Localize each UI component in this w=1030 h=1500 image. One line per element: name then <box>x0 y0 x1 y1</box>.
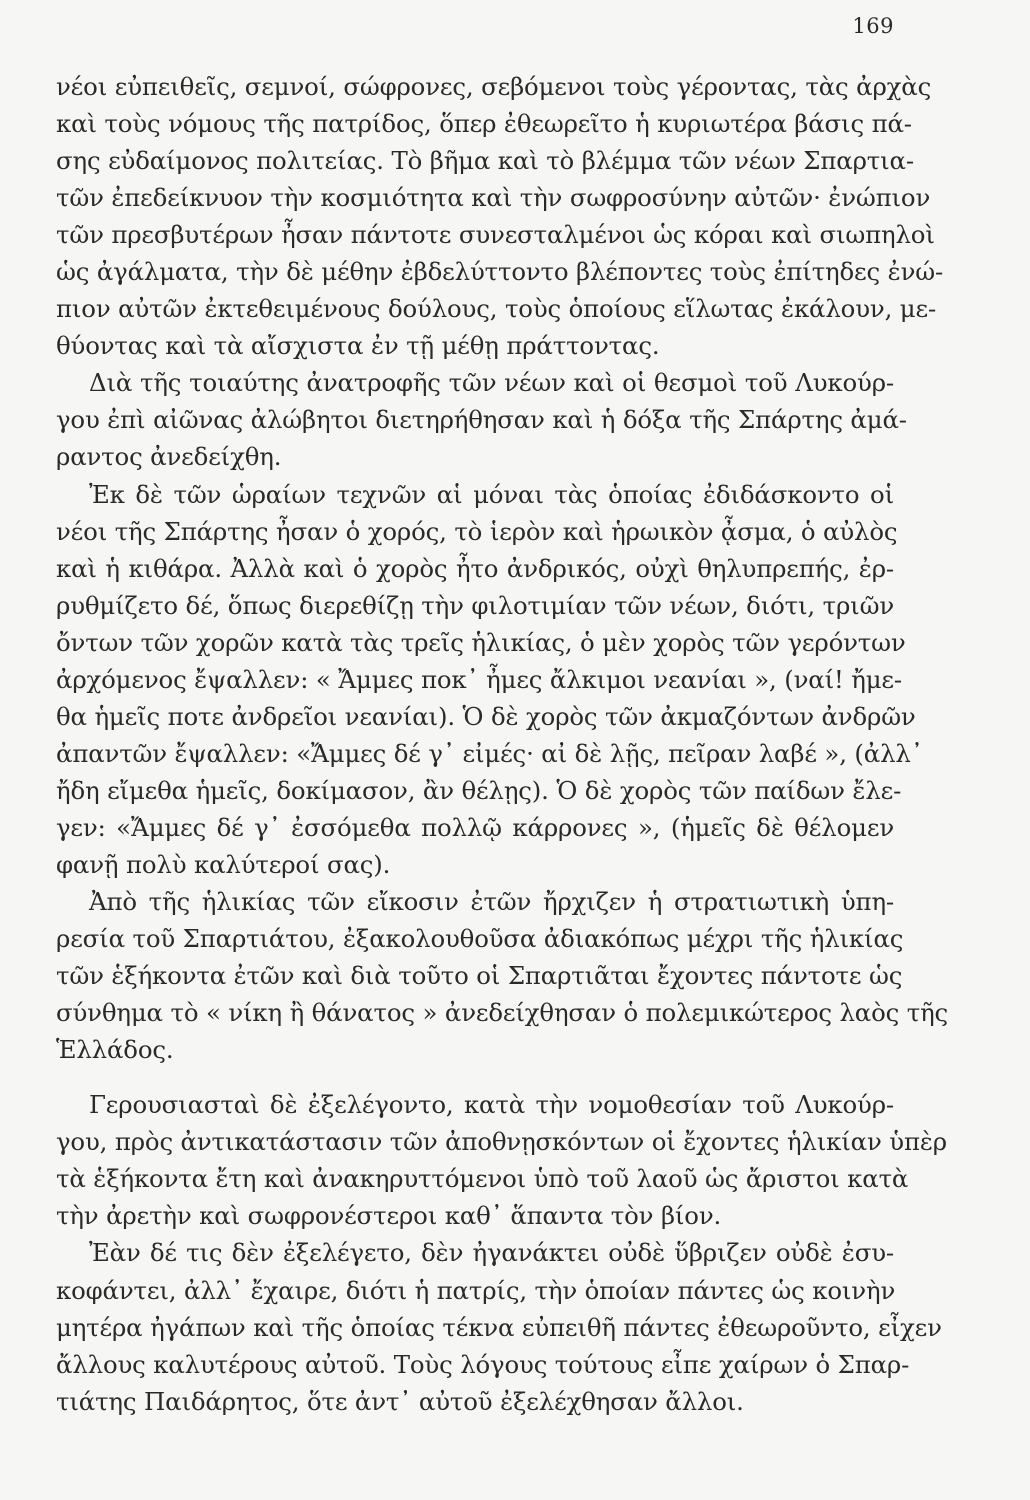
text-line: θα ἡμεῖς ποτε ἀνδρεῖοι νεανίαι). Ὁ δὲ χορὸς τῶν ἀκμαζόντων ἀνδρῶν <box>56 701 916 731</box>
text-line: ἄλλους καλυτέρους αὐτοῦ. Τοὺς λόγους τούτους εἶπε χαίρων ὁ Σπαρ- <box>56 1349 910 1379</box>
text-line: θύοντας καὶ τὰ αἴσχιστα ἐν τῇ μέθῃ πράττοντας. <box>56 331 660 361</box>
text-line: τῶν ἑξήκοντα ἐτῶν καὶ διὰ τοῦτο οἱ Σπαρτιᾶται ἔχοντες πάντοτε ὡς <box>56 961 903 991</box>
text-line: σύνθημα τὸ « νίκη ἢ θάνατος » ἀνεδείχθησαν ὁ πολεμικώτερος λαὸς τῆς <box>56 998 949 1028</box>
text-line: τιάτης Παιδάρητος, ὅτε ἀντ᾿ αὐτοῦ ἐξελέχθησαν ἄλλοι. <box>56 1386 744 1416</box>
text-line: ἀπαντῶν ἔψαλλεν: «Ἄμμες δέ γ᾿ εἰμές· αἰ δὲ λῇς, πεῖραν λαβέ », (ἀλλ᾿ <box>56 738 923 768</box>
text-line: Ἐκ δὲ τῶν ὡραίων τεχνῶν αἱ μόναι τὰς ὁποίας ἐδιδάσκοντο οἱ <box>89 479 894 509</box>
text-line: τῶν πρεσβυτέρων ἦσαν πάντοτε συνεσταλμένοι ὡς κόραι καὶ σιωπηλοὶ <box>56 220 935 250</box>
text-line: γου, πρὸς ἀντικατάστασιν τῶν ἀποθνῃσκόντων οἱ ἔχοντες ἡλικίαν ὑπὲρ <box>56 1127 947 1157</box>
text-line: ραντος ἀνεδείχθη. <box>56 442 282 472</box>
text-line: Ἐὰν δέ τις δὲν ἐξελέγετο, δὲν ἠγανάκτει οὐδὲ ὕβριζεν οὐδὲ ἐσυ- <box>89 1238 894 1268</box>
text-line: γου ἐπὶ αἰῶνας ἀλώβητοι διετηρήθησαν καὶ ἡ δόξα τῆς Σπάρτης ἀμά- <box>56 405 907 435</box>
text-line: Ἑλλάδος. <box>56 1035 174 1065</box>
text-line: Γερουσιασταὶ δὲ ἐξελέγοντο, κατὰ τὴν νομοθεσίαν τοῦ Λυκούρ- <box>89 1090 894 1120</box>
paragraph <box>56 1234 942 1419</box>
text-line: ρυθμίζετο δέ, ὅπως διερεθίζῃ τὴν φιλοτιμίαν τῶν νέων, διότι, τριῶν <box>56 590 894 620</box>
text-line: πιον αὐτῶν ἐκτεθειμένους δούλους, τοὺς ὁποίους εἵλωτας ἐκάλουν, με- <box>56 294 937 324</box>
text-line: μητέρα ἠγάπων καὶ τῆς ὁποίας τέκνα εὐπειθῆ πάντες ἐθεωροῦντο, εἶχεν <box>56 1312 942 1342</box>
text-line: καὶ τοὺς νόμους τῆς πατρίδος, ὅπερ ἐθεωρεῖτο ἡ κυριωτέρα βάσις πά- <box>56 109 912 139</box>
text-line: ἤδη εἴμεθα ἡμεῖς, δοκίμασον, ἂν θέλῃς). Ὁ δὲ χορὸς τῶν παίδων ἔλε- <box>56 775 902 805</box>
text-line: τὰ ἑξήκοντα ἔτη καὶ ἀνακηρυττόμενοι ὑπὸ τοῦ λαοῦ ὡς ἄριστοι κατὰ <box>56 1164 909 1194</box>
text-line: ὄντων τῶν χορῶν κατὰ τὰς τρεῖς ἡλικίας, ὁ μὲν χορὸς τῶν γερόντων <box>56 627 906 657</box>
paragraph <box>56 364 907 475</box>
text-line: ρεσία τοῦ Σπαρτιάτου, ἐξακολουθοῦσα ἀδιακόπως μέχρι τῆς ἡλικίας <box>56 924 904 954</box>
paragraph <box>56 1086 947 1234</box>
text-line: νέοι εὐπειθεῖς, σεμνοί, σώφρονες, σεβόμενοι τοὺς γέροντας, τὰς ἀρχὰς <box>56 72 932 101</box>
text-line: σης εὐδαίμονος πολιτείας. Τὸ βῆμα καὶ τὸ βλέμμα τῶν νέων Σπαρτια- <box>56 146 914 176</box>
text-line: κοφάντει, ἀλλ᾿ ἔχαιρε, διότι ἡ πατρίς, τὴν ὁποίαν πάντες ὡς κοινὴν <box>56 1275 896 1305</box>
text-line: ἀρχόμενος ἔψαλλεν: « Ἄμμες ποκ᾿ ἦμες ἄλκιμοι νεανίαι », (ναί! ἤμε- <box>56 664 902 694</box>
paragraph <box>56 68 944 364</box>
text-line: τῶν ἐπεδείκνυον τὴν κοσμιότητα καὶ τὴν σωφροσύνην αὐτῶν· ἐνώπιον <box>56 183 931 213</box>
text-line: τὴν ἀρετὴν καὶ σωφρονέστεροι καθ᾿ ἅπαντα τὸν βίον. <box>56 1201 722 1231</box>
text-line: γεν: «Ἄμμες δέ γ᾿ ἐσσόμεθα πολλῷ κάρρονες », (ἡμεῖς δὲ θέλομεν <box>56 812 894 842</box>
paragraph <box>56 883 949 1068</box>
text-line: φανῇ πολὺ καλύτεροί σας). <box>56 849 391 879</box>
body-text <box>56 68 949 1420</box>
text-line: νέοι τῆς Σπάρτης ἦσαν ὁ χορός, τὸ ἱερὸν καὶ ἡρωικὸν ᾆσμα, ὁ αὐλὸς <box>56 516 898 546</box>
page-number: 169 <box>852 14 894 38</box>
text-line: καὶ ἡ κιθάρα. Ἀλλὰ καὶ ὁ χορὸς ἦτο ἀνδρικός, οὐχὶ θηλυπρεπής, ἐρ- <box>56 553 894 583</box>
text-line: ὡς ἀγάλματα, τὴν δὲ μέθην ἐβδελύττοντο βλέποντες τοὺς ἐπίτηδες ἐνώ- <box>56 257 944 287</box>
paragraph-gap <box>56 1068 894 1086</box>
text-line: Διὰ τῆς τοιαύτης ἀνατροφῆς τῶν νέων καὶ οἱ θεσμοὶ τοῦ Λυκούρ- <box>89 368 894 398</box>
paragraph <box>56 476 923 884</box>
text-line: Ἀπὸ τῆς ἡλικίας τῶν εἴκοσιν ἐτῶν ἤρχιζεν ἡ στρατιωτικὴ ὑπη- <box>89 887 894 917</box>
